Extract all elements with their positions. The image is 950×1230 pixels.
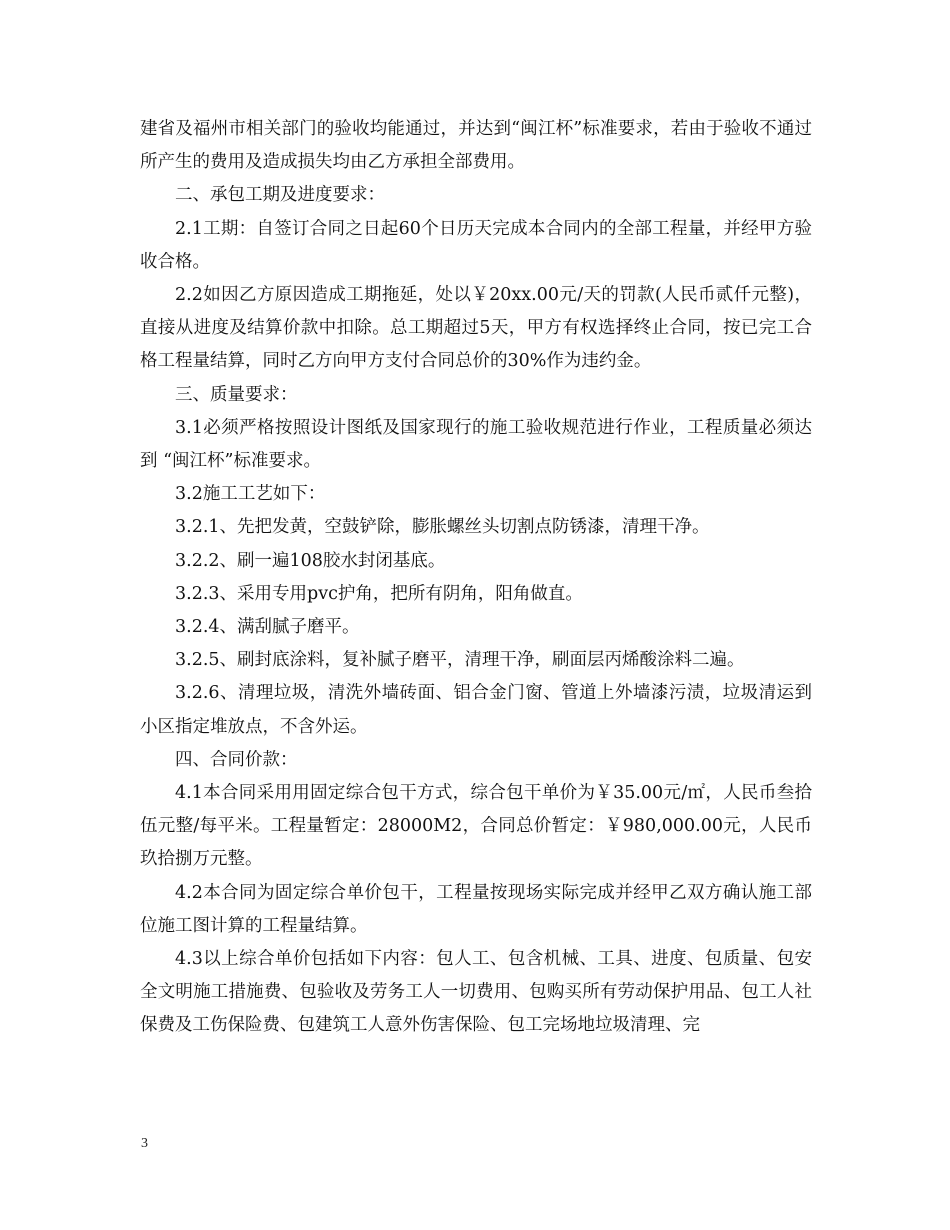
section-heading-4: 四、合同价款： <box>175 749 298 770</box>
clause-3-2-2: 3.2.2、刷一遍108胶水封闭基底。 <box>175 550 446 571</box>
section-heading-2: 二、承包工期及进度要求： <box>175 185 385 206</box>
clause-3-2-1: 3.2.1、先把发黄，空鼓铲除，膨胀螺丝头切割点防锈漆，清理干净。 <box>175 517 710 538</box>
clause-3-2-3: 3.2.3、采用专用pvc护角，把所有阴角，阳角做直。 <box>175 583 583 604</box>
clause-3-2-4: 3.2.4、满刮腻子磨平。 <box>175 617 360 638</box>
clause-4-1: 4.1本合同采用用固定综合包干方式，综合包干单价为￥35.00元/㎡，人民币叁拾伍元整/每平米。工程量暂定：28000M2，合同总价暂定：￥980,000.00元，人民币玖拾捌万元整。 <box>140 783 812 870</box>
clause-3-2-6: 3.2.6、清理垃圾，清洗外墙砖面、铝合金门窗、管道上外墙漆污渍，垃圾清运到小区指定堆放点，不含外运。 <box>140 683 812 737</box>
document-body <box>140 113 812 1043</box>
paragraph-continuation: 建省及福州市相关部门的验收均能通过，并达到“闽江杯”标准要求，若由于验收不通过所产生的费用及造成损失均由乙方承担全部费用。 <box>140 119 812 173</box>
clause-3-1: 3.1必须严格按照设计图纸及国家现行的施工验收规范进行作业，工程质量必须达到 “闽江杯”标准要求。 <box>140 417 812 472</box>
clause-4-2: 4.2本合同为固定综合单价包干，工程量按现场实际完成并经甲乙双方确认施工部位施工图计算的工程量结算。 <box>140 882 812 936</box>
clause-4-3: 4.3以上综合单价包括如下内容：包人工、包含机械、工具、进度、包质量、包安全文明施工措施费、包验收及劳务工人一切费用、包购买所有劳动保护用品、包工人社保费及工伤保险费、包建筑工人意外伤害保险、包工完场地垃圾清理、完 <box>140 949 812 1036</box>
clause-2-1: 2.1工期：自签订合同之日起60个日历天完成本合同内的全部工程量，并经甲方验收合格。 <box>140 218 812 272</box>
page-number: 3 <box>141 1136 148 1151</box>
clause-3-2: 3.2施工工艺如下： <box>175 484 326 505</box>
section-heading-3: 三、质量要求： <box>175 384 298 405</box>
clause-2-2: 2.2如因乙方原因造成工期拖延，处以￥20xx.00元/天的罚款(人民币贰仟元整)，直接从进度及结算价款中扣除。总工期超过5天，甲方有权选择终止合同，按已完工合格工程量结算，同时乙方向甲方支付合同总价的30%作为违约金。 <box>140 285 812 372</box>
clause-3-2-5: 3.2.5、刷封底涂料，复补腻子磨平，清理干净，刷面层丙烯酸涂料二遍。 <box>175 650 745 671</box>
